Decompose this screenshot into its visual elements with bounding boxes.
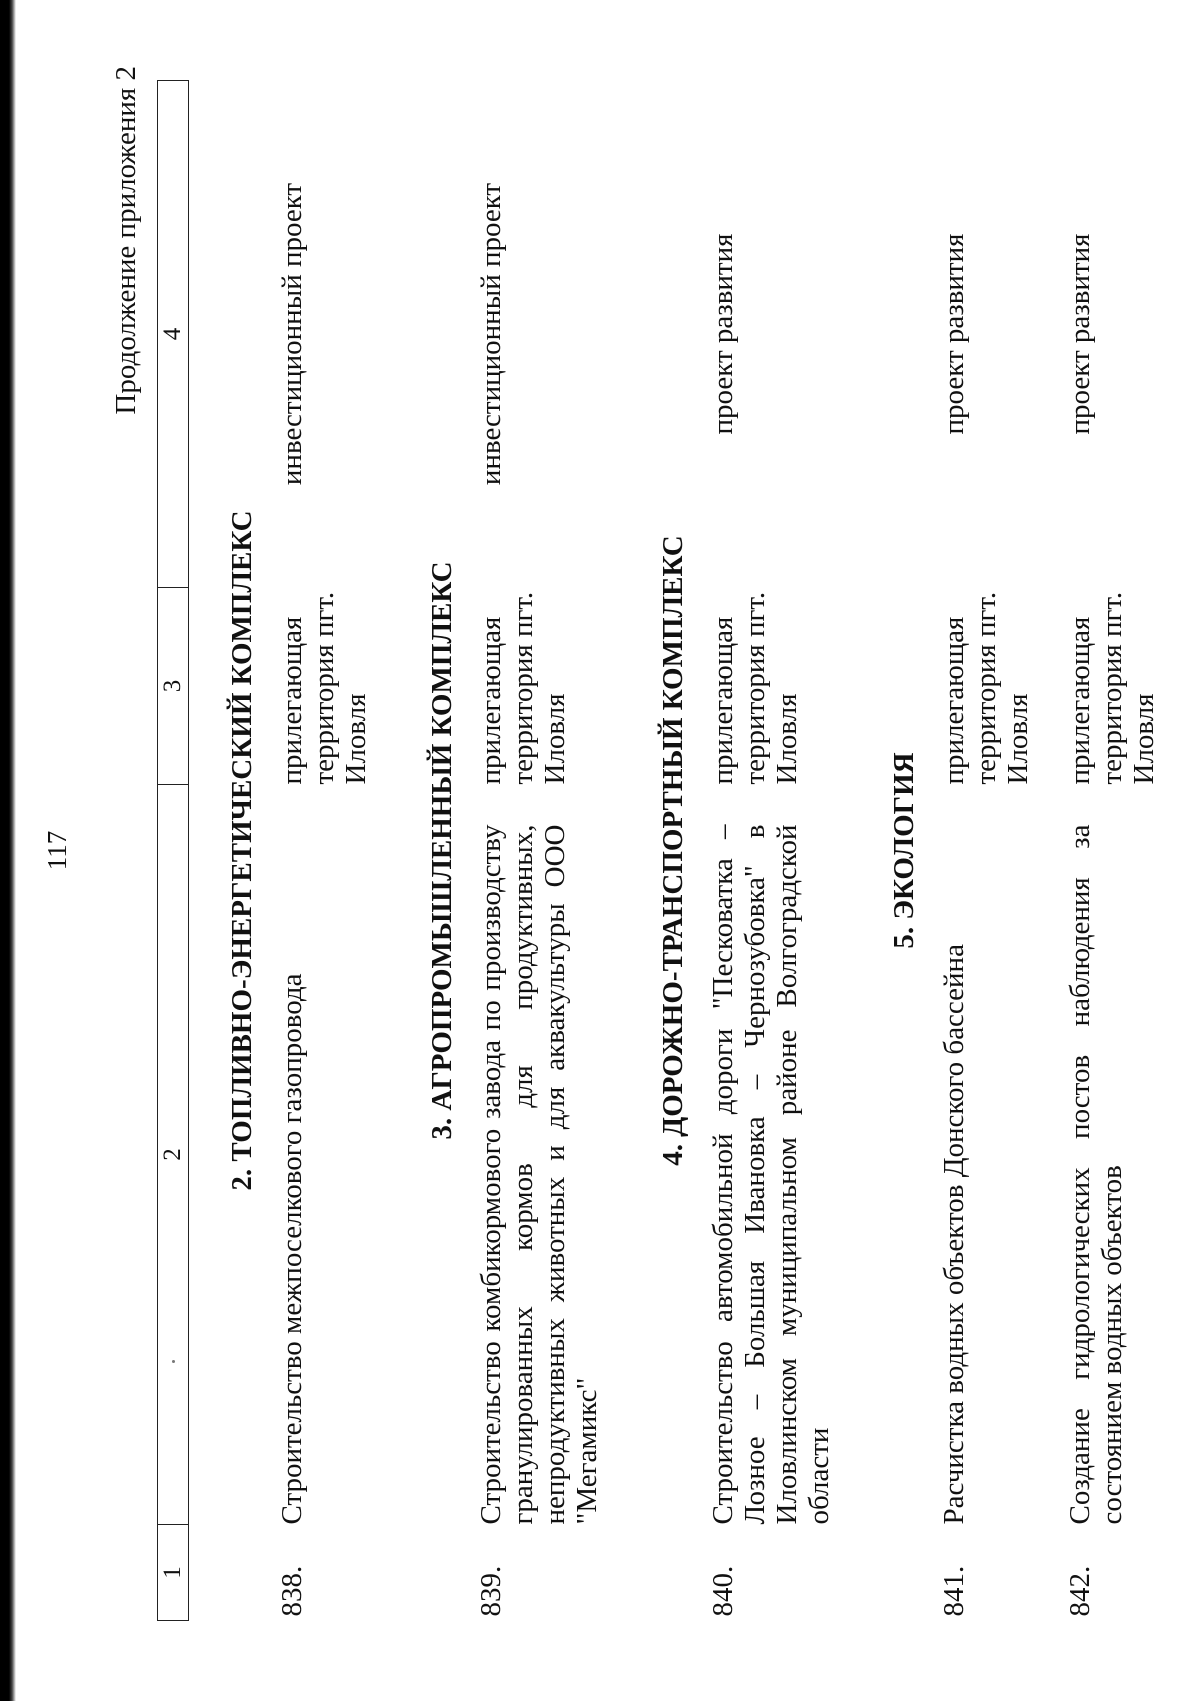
section-heading-row bbox=[393, 81, 467, 1621]
section-heading-row bbox=[855, 81, 929, 1621]
section-title: 3. АГРОПРОМЫШЛЕННЫЙ КОМПЛЕКС bbox=[425, 561, 458, 1140]
row-type: проект развития bbox=[938, 233, 971, 435]
row-number: 841. bbox=[938, 1565, 971, 1617]
section-title: 2. ТОПЛИВНО-ЭНЕРГЕТИЧЕСКИЙ КОМПЛЕКС bbox=[226, 510, 258, 1191]
header-col-2: 2 bbox=[158, 785, 189, 1525]
continuation-label: Продолжение приложения 2 bbox=[110, 66, 142, 415]
row-number: 840. bbox=[706, 1565, 739, 1617]
section-heading-row bbox=[189, 81, 267, 1621]
table-row bbox=[267, 81, 393, 1621]
table-row bbox=[1055, 81, 1181, 1621]
row-location: прилегающая территория пгт. Иловля bbox=[1064, 591, 1160, 785]
row-location: прилегающая территория пгт. Иловля bbox=[475, 591, 572, 785]
row-name: Строительство автомобильной дороги "Песковатка – Лозное – Большая Ивановка – Чернозубовка" в Иловлинском муниципальном районе Волгоградской области bbox=[706, 824, 835, 1525]
table-header-row bbox=[158, 81, 189, 1621]
row-type: инвестиционный проект bbox=[275, 182, 308, 486]
table-row bbox=[929, 81, 1055, 1621]
row-name: Расчистка водных объектов Донского бассейна bbox=[938, 944, 971, 1525]
row-location: прилегающая территория пгт. Иловля bbox=[706, 591, 803, 785]
row-number: 838. bbox=[275, 1565, 308, 1617]
table-row bbox=[698, 81, 856, 1621]
row-number: 839. bbox=[475, 1565, 508, 1617]
row-name: Строительство комбикормового завода по производству гранулированных кормов для продуктивных, непродуктивных животных и для аквакультуры ООО "Мегамикс" bbox=[475, 824, 604, 1525]
row-name: Строительство межпоселкового газопровода bbox=[275, 973, 308, 1525]
page-number: 117 bbox=[42, 830, 72, 871]
section-title: 5. ЭКОЛОГИЯ bbox=[888, 752, 921, 949]
row-name: Создание гидрологических постов наблюдения за состоянием водных объектов bbox=[1064, 824, 1128, 1525]
row-number: 842. bbox=[1064, 1565, 1097, 1617]
row-type: инвестиционный проект bbox=[475, 182, 508, 486]
row-type: проект развития bbox=[706, 233, 739, 435]
section-title: 4. ДОРОЖНО-ТРАНСПОРТНЫЙ КОМПЛЕКС bbox=[657, 535, 690, 1166]
header-col-4: 4 bbox=[158, 81, 189, 588]
appendix-table bbox=[157, 80, 1181, 1621]
table-row bbox=[466, 81, 624, 1621]
row-location: прилегающая территория пгт. Иловля bbox=[938, 591, 1035, 785]
header-col-1: 1 bbox=[158, 1525, 189, 1621]
row-type: проект развития bbox=[1064, 233, 1097, 435]
header-col-3: 3 bbox=[158, 588, 189, 785]
row-location: прилегающая территория пгт. Иловля bbox=[275, 591, 372, 785]
section-heading-row bbox=[624, 81, 698, 1621]
